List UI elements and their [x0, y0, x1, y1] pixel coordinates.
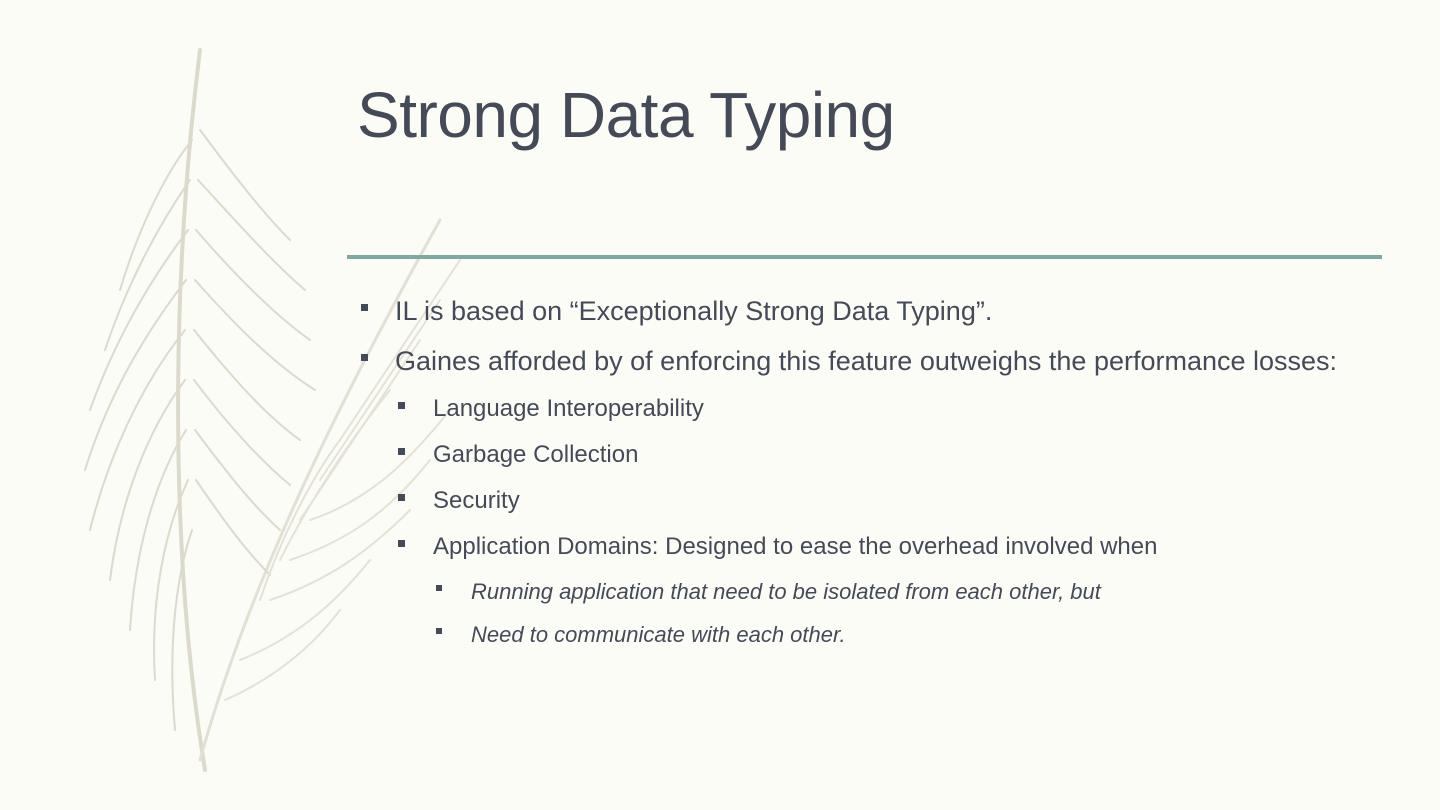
- list-item: [357, 440, 1357, 470]
- bullet-square-icon: [398, 494, 405, 501]
- bullet-text: Security: [433, 487, 520, 514]
- bullet-text: Gaines afforded by of enforcing this feature outweighs the performance losses:: [395, 346, 1338, 376]
- bullet-text: IL is based on “Exceptionally Strong Data Typing”.: [395, 296, 993, 326]
- slide-title: Strong Data Typing: [357, 79, 895, 151]
- list-item: [357, 344, 1357, 379]
- bullet-square-icon: [361, 304, 368, 311]
- list-item: [357, 621, 1357, 648]
- list-item: [357, 294, 1357, 329]
- list-item: [357, 394, 1357, 424]
- bullet-text: Garbage Collection: [433, 441, 639, 468]
- bullet-list: [357, 294, 1357, 664]
- bullet-text: Need to communicate with each other.: [471, 622, 846, 647]
- bullet-square-icon: [436, 628, 442, 634]
- list-item: [357, 486, 1357, 516]
- list-item: [357, 532, 1357, 562]
- title-divider: [347, 255, 1382, 259]
- bullet-text: Application Domains: Designed to ease the overhead involved when: [433, 533, 1158, 560]
- bullet-square-icon: [436, 585, 442, 591]
- bullet-text: Running application that need to be isolated from each other, but: [471, 579, 1101, 604]
- bullet-text: Language Interoperability: [433, 395, 704, 422]
- bullet-square-icon: [398, 540, 405, 547]
- bullet-square-icon: [398, 402, 405, 409]
- bullet-square-icon: [361, 354, 368, 361]
- bullet-square-icon: [398, 448, 405, 455]
- list-item: [357, 578, 1357, 605]
